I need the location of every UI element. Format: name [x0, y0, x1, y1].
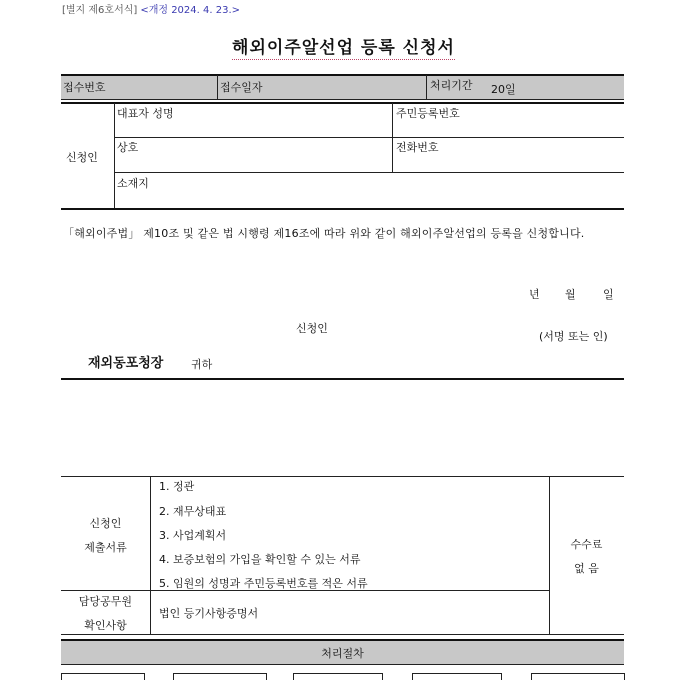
document-item: 4. 보증보험의 가입을 확인할 수 있는 서류 [159, 553, 361, 566]
application-statement: 「해외이주법」 제10조 및 같은 법 시행령 제16조에 따라 위와 같이 해외이주알선업의 등록을 신청합니다. [63, 227, 585, 240]
receipt-bar [61, 75, 624, 99]
recipient-suffix: 귀하 [191, 358, 213, 371]
procedure-step-box [531, 673, 625, 680]
procedure-title: 처리절차 [321, 647, 364, 660]
divider [114, 137, 624, 138]
date-month-label: 월 [565, 288, 576, 301]
official-check-item: 법인 등기사항증명서 [159, 607, 259, 620]
divider [217, 75, 218, 99]
procedure-step-box [412, 673, 502, 680]
processing-period-label: 처리기간 [430, 79, 473, 92]
divider [549, 476, 550, 634]
submit-docs-label-2: 제출서류 [84, 541, 127, 554]
document-item: 1. 정관 [159, 480, 195, 493]
revision-date: <개정 2024. 4. 23.> [140, 5, 240, 16]
divider [392, 103, 393, 172]
phone-number-label: 전화번호 [396, 141, 439, 154]
divider [150, 476, 151, 634]
document-title: 해외이주알선업 등록 신청서 [232, 38, 455, 58]
procedure-step-box [293, 673, 383, 680]
signature-applicant-label: 신청인 [296, 322, 328, 335]
divider [61, 102, 624, 104]
divider [61, 74, 624, 76]
divider [114, 172, 624, 173]
fee-label: 수수료 [570, 538, 603, 551]
date-year-label: 년 [529, 288, 540, 301]
receipt-date-label: 접수일자 [220, 81, 263, 94]
rep-name-label: 대표자 성명 [117, 107, 174, 120]
form-number: [별지 제6호서식] [62, 5, 138, 16]
receipt-number-label: 접수번호 [63, 81, 106, 94]
procedure-step-box [173, 673, 267, 680]
divider [61, 639, 624, 641]
divider [426, 75, 427, 99]
divider [61, 634, 624, 635]
recipient-name: 재외동포청장 [88, 356, 164, 371]
divider [61, 664, 624, 665]
processing-period-value: 20일 [491, 83, 516, 96]
divider [61, 99, 624, 100]
signature-hint: (서명 또는 인) [539, 330, 608, 343]
applicant-section-label: 신청인 [66, 151, 98, 164]
official-check-label-2: 확인사항 [84, 619, 127, 632]
procedure-step-box [61, 673, 145, 680]
divider [114, 103, 115, 208]
document-item: 5. 임원의 성명과 주민등록번호를 적은 서류 [159, 577, 368, 590]
date-day-label: 일 [603, 288, 614, 301]
company-name-label: 상호 [117, 141, 139, 154]
form-number-note [62, 1, 240, 16]
resident-number-label: 주민등록번호 [396, 107, 460, 120]
divider [61, 476, 624, 477]
document-item: 2. 재무상태표 [159, 505, 227, 518]
address-label: 소재지 [117, 177, 149, 190]
fee-value: 없 음 [574, 562, 599, 575]
divider [61, 378, 624, 380]
document-item: 3. 사업계획서 [159, 529, 227, 542]
official-check-label-1: 담당공무원 [78, 595, 133, 608]
divider [61, 208, 624, 210]
submit-docs-label-1: 신청인 [89, 517, 122, 530]
